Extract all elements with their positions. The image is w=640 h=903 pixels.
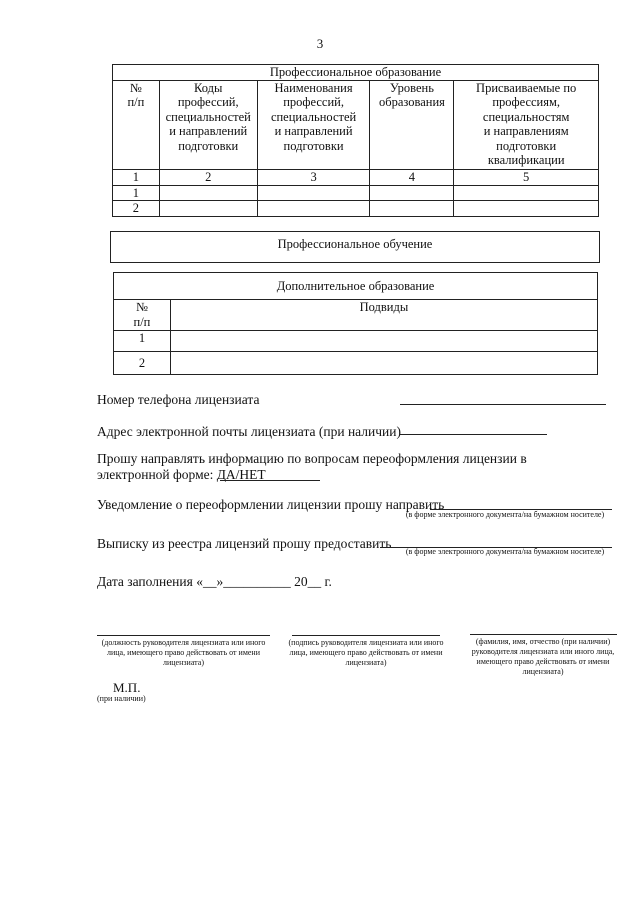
cell-qualification[interactable] <box>454 201 599 217</box>
signature-caption: (подпись руководителя лицензиата или иного лица, имеющего право действовать от имени лицензиата) <box>288 638 444 667</box>
prof-training-box <box>110 231 600 263</box>
col-number: 2 <box>159 169 257 185</box>
table-row <box>114 352 598 375</box>
header-num: № п/п <box>113 80 160 169</box>
additional-education-table <box>113 272 598 375</box>
position-line[interactable] <box>97 635 270 636</box>
table-row <box>113 201 599 217</box>
electronic-request-text: Прошу направлять информацию по вопросам переоформления лицензии в электронной форме: ДА/НЕТ <box>97 451 527 482</box>
row-number: 1 <box>114 331 171 352</box>
signature-line[interactable] <box>292 635 440 636</box>
phone-label: Номер телефона лицензиата <box>97 392 260 407</box>
cell-qualification[interactable] <box>454 185 599 201</box>
table-row <box>113 185 599 201</box>
cell-names[interactable] <box>257 201 370 217</box>
additional-education-title: Дополнительное образование <box>114 273 598 300</box>
row-number: 2 <box>114 352 171 375</box>
cell-level[interactable] <box>370 185 454 201</box>
header-num: № п/п <box>114 300 171 331</box>
row-number: 1 <box>113 185 160 201</box>
phone-field[interactable] <box>400 404 606 405</box>
notification-label: Уведомление о переоформлении лицензии прошу направить <box>97 497 445 512</box>
col-number: 3 <box>257 169 370 185</box>
header-level: Уровень образования <box>370 80 454 169</box>
header-codes: Коды профессий, специальностей и направлений подготовки <box>159 80 257 169</box>
cell-subtype[interactable] <box>170 352 597 375</box>
header-subtypes: Подвиды <box>170 300 597 331</box>
extract-hint: (в форме электронного документа/на бумажном носителе) <box>405 547 605 556</box>
col-number: 5 <box>454 169 599 185</box>
name-caption: (фамилия, имя, отчество (при наличии) руководителя лицензиата или иного лица, имеющего право действовать от имени лицензиата) <box>471 637 615 676</box>
date-label[interactable]: Дата заполнения «__»__________ 20__ г. <box>97 574 332 589</box>
table-row <box>114 331 598 352</box>
position-caption: (должность руководителя лицензиата или иного лица, имеющего право действовать от имени лицензиата) <box>101 638 266 667</box>
cell-names[interactable] <box>257 185 370 201</box>
stamp-label: М.П. <box>113 680 141 695</box>
col-number: 1 <box>113 169 160 185</box>
extract-label: Выписку из реестра лицензий прошу предоставить <box>97 536 392 551</box>
prof-education-table <box>112 64 599 217</box>
cell-codes[interactable] <box>159 185 257 201</box>
header-qualification: Присваиваемые по профессиям, специальностям и направлениям подготовки квалификации <box>454 80 599 169</box>
cell-subtype[interactable] <box>170 331 597 352</box>
cell-level[interactable] <box>370 201 454 217</box>
email-label: Адрес электронной почты лицензиата (при наличии) <box>97 424 401 439</box>
name-line[interactable] <box>470 634 617 635</box>
prof-training-title: Профессиональное обучение <box>277 237 433 251</box>
notification-hint: (в форме электронного документа/на бумажном носителе) <box>405 510 605 519</box>
header-names: Наименования профессий, специальностей и направлений подготовки <box>257 80 370 169</box>
col-number: 4 <box>370 169 454 185</box>
prof-education-title: Профессиональное образование <box>113 65 599 81</box>
stamp-hint: (при наличии) <box>97 694 146 703</box>
cell-codes[interactable] <box>159 201 257 217</box>
row-number: 2 <box>113 201 160 217</box>
electronic-request-field[interactable] <box>220 480 320 481</box>
email-field[interactable] <box>399 434 547 435</box>
page-number: 3 <box>316 36 324 51</box>
